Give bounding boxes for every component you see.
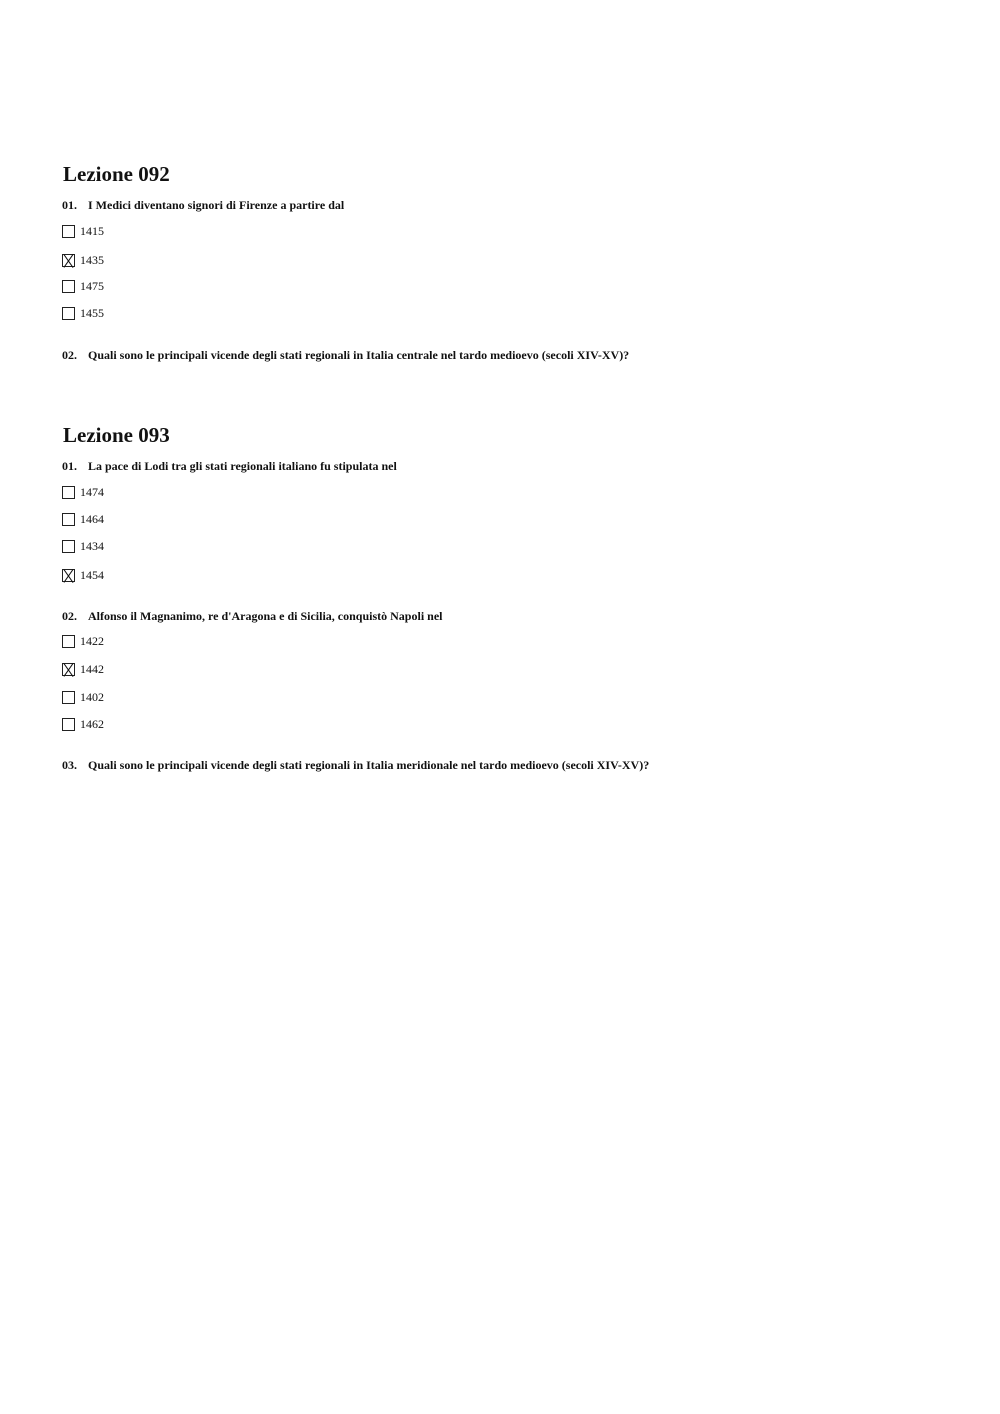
checkbox-icon[interactable] xyxy=(62,307,75,320)
option-label: 1434 xyxy=(80,539,104,553)
option-093-01-b[interactable] xyxy=(62,511,104,527)
question-number: 03. xyxy=(62,758,77,772)
question-text: Quali sono le principali vicende degli stati regionali in Italia centrale nel tardo medioevo (secoli XIV-XV)? xyxy=(88,348,630,362)
question-number: 01. xyxy=(62,459,77,473)
option-093-01-c[interactable] xyxy=(62,538,104,554)
option-label: 1415 xyxy=(80,224,104,238)
question-text: Quali sono le principali vicende degli stati regionali in Italia meridionale nel tardo medioevo (secoli XIV-XV)? xyxy=(88,758,650,772)
option-label: 1462 xyxy=(80,717,104,731)
checked-checkbox-icon[interactable] xyxy=(62,254,75,267)
option-092-01-a[interactable] xyxy=(62,223,104,239)
option-label: 1475 xyxy=(80,279,104,293)
question-092-01 xyxy=(62,198,344,212)
question-092-02 xyxy=(62,348,629,362)
checkbox-icon[interactable] xyxy=(62,635,75,648)
option-label: 1454 xyxy=(80,568,104,582)
option-092-01-b[interactable] xyxy=(62,252,104,268)
question-093-01 xyxy=(62,459,397,473)
option-092-01-d[interactable] xyxy=(62,305,104,321)
question-number: 02. xyxy=(62,609,77,623)
lesson-title-093: Lezione 093 xyxy=(63,423,170,447)
option-label: 1474 xyxy=(80,485,104,499)
checkbox-icon[interactable] xyxy=(62,691,75,704)
option-label: 1435 xyxy=(80,253,104,267)
checkbox-icon[interactable] xyxy=(62,540,75,553)
option-093-01-d[interactable] xyxy=(62,567,104,583)
option-label: 1464 xyxy=(80,512,104,526)
checkbox-icon[interactable] xyxy=(62,225,75,238)
option-093-01-a[interactable] xyxy=(62,484,104,500)
question-text: I Medici diventano signori di Firenze a partire dal xyxy=(88,198,345,212)
checkbox-icon[interactable] xyxy=(62,513,75,526)
checked-checkbox-icon[interactable] xyxy=(62,569,75,582)
option-label: 1422 xyxy=(80,634,104,648)
lesson-title-092: Lezione 092 xyxy=(63,162,170,186)
option-093-02-d[interactable] xyxy=(62,716,104,732)
question-number: 02. xyxy=(62,348,77,362)
option-093-02-b[interactable] xyxy=(62,661,104,677)
question-093-02 xyxy=(62,609,442,623)
option-label: 1455 xyxy=(80,306,104,320)
option-label: 1402 xyxy=(80,690,104,704)
checkbox-icon[interactable] xyxy=(62,280,75,293)
option-093-02-a[interactable] xyxy=(62,633,104,649)
checked-checkbox-icon[interactable] xyxy=(62,663,75,676)
option-label: 1442 xyxy=(80,662,104,676)
option-092-01-c[interactable] xyxy=(62,278,104,294)
question-text: Alfonso il Magnanimo, re d'Aragona e di Sicilia, conquistò Napoli nel xyxy=(88,609,443,623)
question-093-03 xyxy=(62,758,649,772)
option-093-02-c[interactable] xyxy=(62,689,104,705)
question-text: La pace di Lodi tra gli stati regionali italiano fu stipulata nel xyxy=(88,459,397,473)
checkbox-icon[interactable] xyxy=(62,486,75,499)
question-number: 01. xyxy=(62,198,77,212)
checkbox-icon[interactable] xyxy=(62,718,75,731)
